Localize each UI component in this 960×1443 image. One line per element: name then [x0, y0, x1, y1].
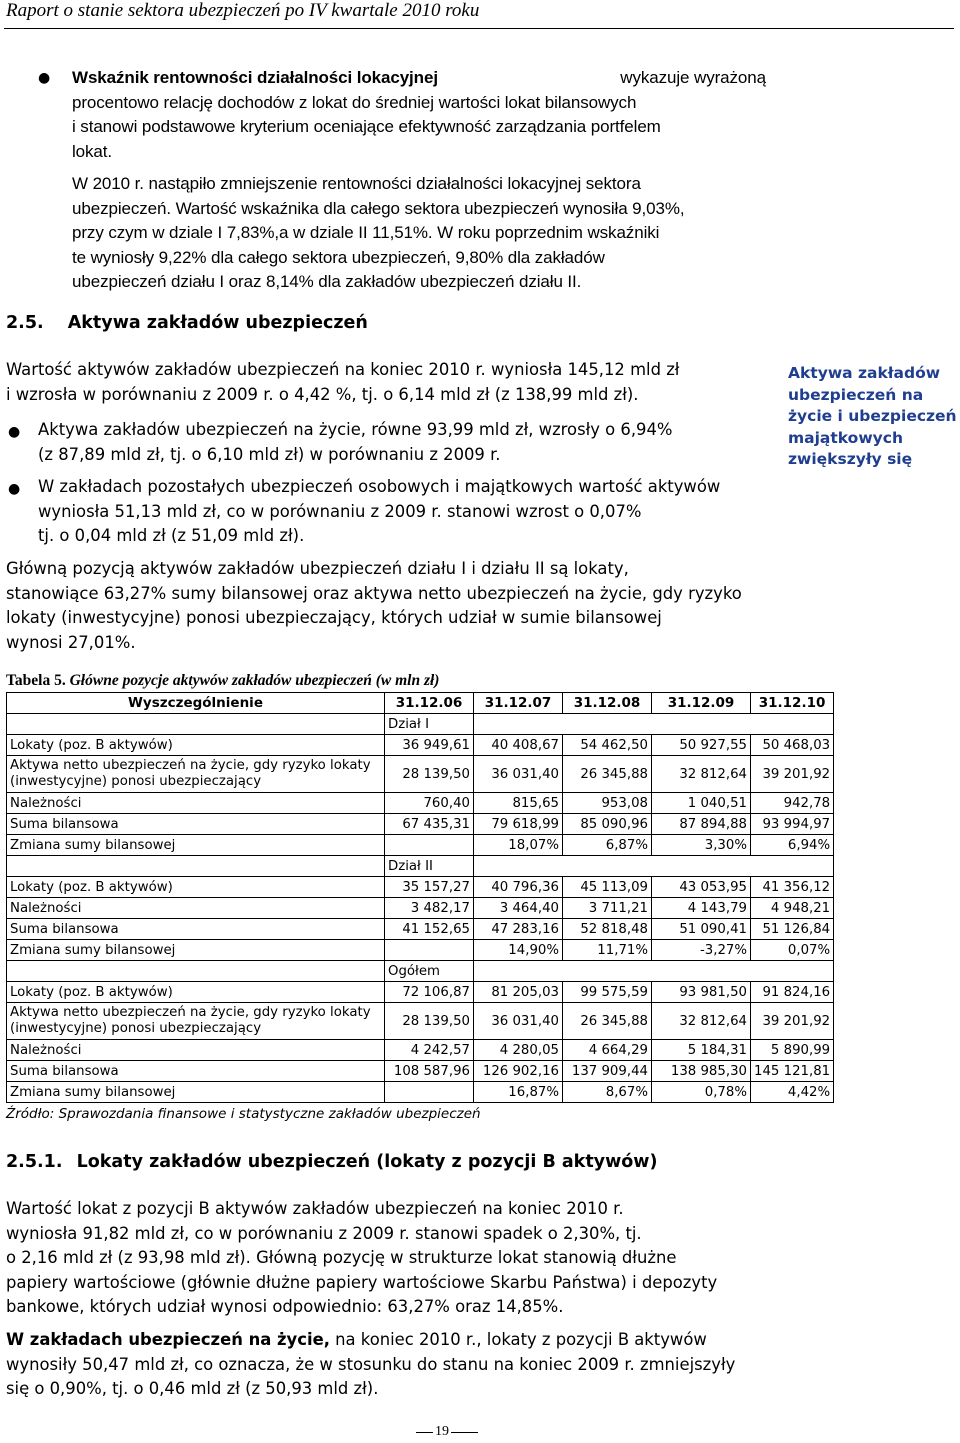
value-cell: 87 894,88 — [652, 814, 751, 835]
value-cell: 99 575,59 — [563, 982, 652, 1003]
value-cell: 32 812,64 — [652, 756, 751, 793]
table-row — [7, 1040, 834, 1061]
table-row — [7, 940, 834, 961]
table-row — [7, 1061, 834, 1082]
header-cell: Wyszczególnienie — [7, 693, 385, 714]
row-label: Należności — [7, 793, 385, 814]
value-cell: 4 280,05 — [474, 1040, 563, 1061]
row-label: Suma bilansowa — [7, 919, 385, 940]
value-cell: 3,30% — [652, 835, 751, 856]
lokaty-zycie-paragraph: W zakładach ubezpieczeń na życie, na koniec 2010 r., lokaty z pozycji B aktywów wynosiły 50,47 mld zł, co oznacza, że w stosunku do stanu na koniec 2009 r. zmniejszyły się o 0,90%, tj. o 0,46 mld zł (z 50,93 mld zł). — [6, 1330, 736, 1398]
value-cell: 52 818,48 — [563, 919, 652, 940]
value-cell: 108 587,96 — [385, 1061, 474, 1082]
header-cell: 31.12.06 — [385, 693, 474, 714]
value-cell: 8,67% — [563, 1082, 652, 1103]
value-cell: 4 948,21 — [751, 898, 834, 919]
value-cell: 4 242,57 — [385, 1040, 474, 1061]
lokaty-paragraph: Wartość lokat z pozycji B aktywów zakładów ubezpieczeń na koniec 2010 r. wyniosła 91,82 mld zł, co w porównaniu z 2009 r. stanowi spadek o 2,30%, tj. o 2,16 mld zł (z 93,98 mld zł). Główną pozycję w strukturze lokat stanowią dłużne papiery wartościowe (głównie dłużne papiery wartościowe Skarbu Państwa) i depozyty bankowe, których udział wynosi odpowiednio: 63,27% oraz 14,85%. — [6, 1199, 718, 1316]
section-heading-2-5-1: 2.5.1. Lokaty zakładów ubezpieczeń (lokaty z pozycji B aktywów) — [6, 1152, 658, 1172]
bullet-dot: ● — [8, 481, 21, 497]
section-spacer — [7, 961, 385, 982]
value-cell: 137 909,44 — [563, 1061, 652, 1082]
value-cell: 953,08 — [563, 793, 652, 814]
value-cell: 3 711,21 — [563, 898, 652, 919]
value-cell: 14,90% — [474, 940, 563, 961]
table-caption: Tabela 5. Główne pozycje aktywów zakładów ubezpieczeń (w mln zł) — [6, 672, 440, 689]
row-label: Zmiana sumy bilansowej — [7, 1082, 385, 1103]
row-label: Suma bilansowa — [7, 1061, 385, 1082]
value-cell: 3 482,17 — [385, 898, 474, 919]
table-header-row — [7, 693, 834, 714]
value-cell: 41 152,65 — [385, 919, 474, 940]
value-cell: 93 981,50 — [652, 982, 751, 1003]
section-spacer — [7, 714, 385, 735]
section-heading-2-5: 2.5. Aktywa zakładów ubezpieczeń — [6, 313, 368, 333]
bullet-dot: ● — [8, 424, 21, 440]
value-cell: 138 985,30 — [652, 1061, 751, 1082]
section-spacer — [474, 856, 834, 877]
header-cell: 31.12.10 — [751, 693, 834, 714]
value-cell: 93 994,97 — [751, 814, 834, 835]
row-label: Lokaty (poz. B aktywów) — [7, 877, 385, 898]
value-cell: 26 345,88 — [563, 1003, 652, 1040]
section-spacer — [7, 856, 385, 877]
header-cell: 31.12.09 — [652, 693, 751, 714]
table-row — [7, 756, 834, 793]
value-cell: 26 345,88 — [563, 756, 652, 793]
value-cell: 39 201,92 — [751, 1003, 834, 1040]
section-label: Dział I — [385, 714, 474, 735]
value-cell: 36 031,40 — [474, 1003, 563, 1040]
value-cell: 1 040,51 — [652, 793, 751, 814]
value-cell: 760,40 — [385, 793, 474, 814]
table-source: Źródło: Sprawozdania finansowe i statystyczne zakładów ubezpieczeń — [6, 1106, 481, 1122]
rentownosc-paragraph: W 2010 r. nastąpiło zmniejszenie rentowności działalności lokacyjnej sektora ubezpieczeń. Wartość wskaźnika dla całego sektora ubezpieczeń wynosiła 9,03%, przy czym w dziale I 7,83%,a w dziale II 11,51%. W roku poprzednim wskaźniki te wyniosły 9,22% dla całego sektora ubezpieczeń, 9,80% dla zakładów ubezpieczeń działu I oraz 8,14% dla zakładów ubezpieczeń działu II. — [72, 174, 685, 291]
value-cell: 5 890,99 — [751, 1040, 834, 1061]
row-label: Lokaty (poz. B aktywów) — [7, 735, 385, 756]
value-cell: 145 121,81 — [751, 1061, 834, 1082]
term-bold: Wskaźnik rentowności działalności lokacyjnej — [72, 68, 438, 87]
value-cell: 35 157,27 — [385, 877, 474, 898]
bullet-rentownosc: Wskaźnik rentowności działalności lokacyjnej wykazuje wyrażoną procentowo relację dochodów z lokat do średniej wartości lokat bilansowych i stanowi podstawowe kryterium oceniające efektywność zarządzania portfelem lokat. — [72, 68, 766, 161]
row-label: Należności — [7, 1040, 385, 1061]
value-cell: 5 184,31 — [652, 1040, 751, 1061]
row-label: Zmiana sumy bilansowej — [7, 835, 385, 856]
section-label: Ogółem — [385, 961, 474, 982]
value-cell: 126 902,16 — [474, 1061, 563, 1082]
value-cell: 50 468,03 — [751, 735, 834, 756]
value-cell — [385, 940, 474, 961]
table-row — [7, 735, 834, 756]
value-cell: 47 283,16 — [474, 919, 563, 940]
assets-table — [6, 692, 834, 1103]
section-spacer — [474, 961, 834, 982]
margin-note: Aktywa zakładów ubezpieczeń na życie i ubezpieczeń majątkowych zwiększyły się — [788, 364, 957, 468]
row-label: Aktywa netto ubezpieczeń na życie, gdy ryzyko lokaty (inwestycyjne) ponosi ubezpieczający — [7, 756, 385, 793]
table-row — [7, 898, 834, 919]
section-spacer — [474, 714, 834, 735]
value-cell: 51 090,41 — [652, 919, 751, 940]
value-cell: 18,07% — [474, 835, 563, 856]
value-cell: 72 106,87 — [385, 982, 474, 1003]
value-cell: 54 462,50 — [563, 735, 652, 756]
value-cell: 942,78 — [751, 793, 834, 814]
value-cell: 91 824,16 — [751, 982, 834, 1003]
row-label: Należności — [7, 898, 385, 919]
table-row — [7, 877, 834, 898]
value-cell: 36 949,61 — [385, 735, 474, 756]
value-cell: 6,94% — [751, 835, 834, 856]
value-cell: 4,42% — [751, 1082, 834, 1103]
value-cell: 4 664,29 — [563, 1040, 652, 1061]
value-cell: 32 812,64 — [652, 1003, 751, 1040]
table-section-row — [7, 856, 834, 877]
running-header: Raport o stanie sektora ubezpieczeń po IV kwartale 2010 roku — [6, 0, 480, 21]
value-cell: 28 139,50 — [385, 1003, 474, 1040]
value-cell: 45 113,09 — [563, 877, 652, 898]
value-cell: 11,71% — [563, 940, 652, 961]
value-cell: 79 618,99 — [474, 814, 563, 835]
table-row — [7, 1082, 834, 1103]
value-cell: 0,78% — [652, 1082, 751, 1103]
value-cell: 67 435,31 — [385, 814, 474, 835]
value-cell: 16,87% — [474, 1082, 563, 1103]
table-row — [7, 919, 834, 940]
row-label: Aktywa netto ubezpieczeń na życie, gdy ryzyko lokaty (inwestycyjne) ponosi ubezpieczający — [7, 1003, 385, 1040]
table-row — [7, 982, 834, 1003]
value-cell: 6,87% — [563, 835, 652, 856]
value-cell: 41 356,12 — [751, 877, 834, 898]
value-cell: 40 408,67 — [474, 735, 563, 756]
value-cell: 43 053,95 — [652, 877, 751, 898]
row-label: Zmiana sumy bilansowej — [7, 940, 385, 961]
value-cell: 39 201,92 — [751, 756, 834, 793]
page-number: 19 — [435, 1424, 449, 1439]
value-cell: -3,27% — [652, 940, 751, 961]
aktywa-intro: Wartość aktywów zakładów ubezpieczeń na koniec 2010 r. wyniosła 145,12 mld zł i wzrosła w porównaniu z 2009 r. o 4,42 %, tj. o 6,14 mld zł (z 138,99 mld zł). — [6, 360, 680, 404]
value-cell: 3 464,40 — [474, 898, 563, 919]
header-rule — [4, 28, 954, 29]
table-row — [7, 814, 834, 835]
value-cell: 4 143,79 — [652, 898, 751, 919]
value-cell: 51 126,84 — [751, 919, 834, 940]
section-label: Dział II — [385, 856, 474, 877]
table-section-row — [7, 961, 834, 982]
value-cell: 40 796,36 — [474, 877, 563, 898]
value-cell: 81 205,03 — [474, 982, 563, 1003]
row-label: Suma bilansowa — [7, 814, 385, 835]
aktywa-paragraph: Główną pozycją aktywów zakładów ubezpieczeń działu I i działu II są lokaty, stanowiące 63,27% sumy bilansowej oraz aktywa netto ubezpieczeń na życie, gdy ryzyko lokaty (inwestycyjne) ponosi ubezpieczający, których udział w sumie bilansowej wynosi 27,01%. — [6, 559, 742, 652]
bullet-dot: ● — [38, 70, 51, 86]
table-row — [7, 835, 834, 856]
row-label: Lokaty (poz. B aktywów) — [7, 982, 385, 1003]
value-cell — [385, 835, 474, 856]
value-cell — [385, 1082, 474, 1103]
bullet-aktywa-pozostale: W zakładach pozostałych ubezpieczeń osobowych i majątkowych wartość aktywów wyniosła 51,13 mld zł, co w porównaniu z 2009 r. stanowi wzrost o 0,07% tj. o 0,04 mld zł (z 51,09 mld zł). — [38, 477, 721, 545]
table-row — [7, 1003, 834, 1040]
header-cell: 31.12.08 — [563, 693, 652, 714]
header-cell: 31.12.07 — [474, 693, 563, 714]
value-cell: 85 090,96 — [563, 814, 652, 835]
table-row — [7, 793, 834, 814]
table-section-row — [7, 714, 834, 735]
value-cell: 28 139,50 — [385, 756, 474, 793]
value-cell: 36 031,40 — [474, 756, 563, 793]
value-cell: 815,65 — [474, 793, 563, 814]
value-cell: 0,07% — [751, 940, 834, 961]
bullet-aktywa-zycie: Aktywa zakładów ubezpieczeń na życie, równe 93,99 mld zł, wzrosły o 6,94% (z 87,89 mld zł, tj. o 6,10 mld zł) w porównaniu z 2009 r. — [38, 420, 673, 464]
value-cell: 50 927,55 — [652, 735, 751, 756]
